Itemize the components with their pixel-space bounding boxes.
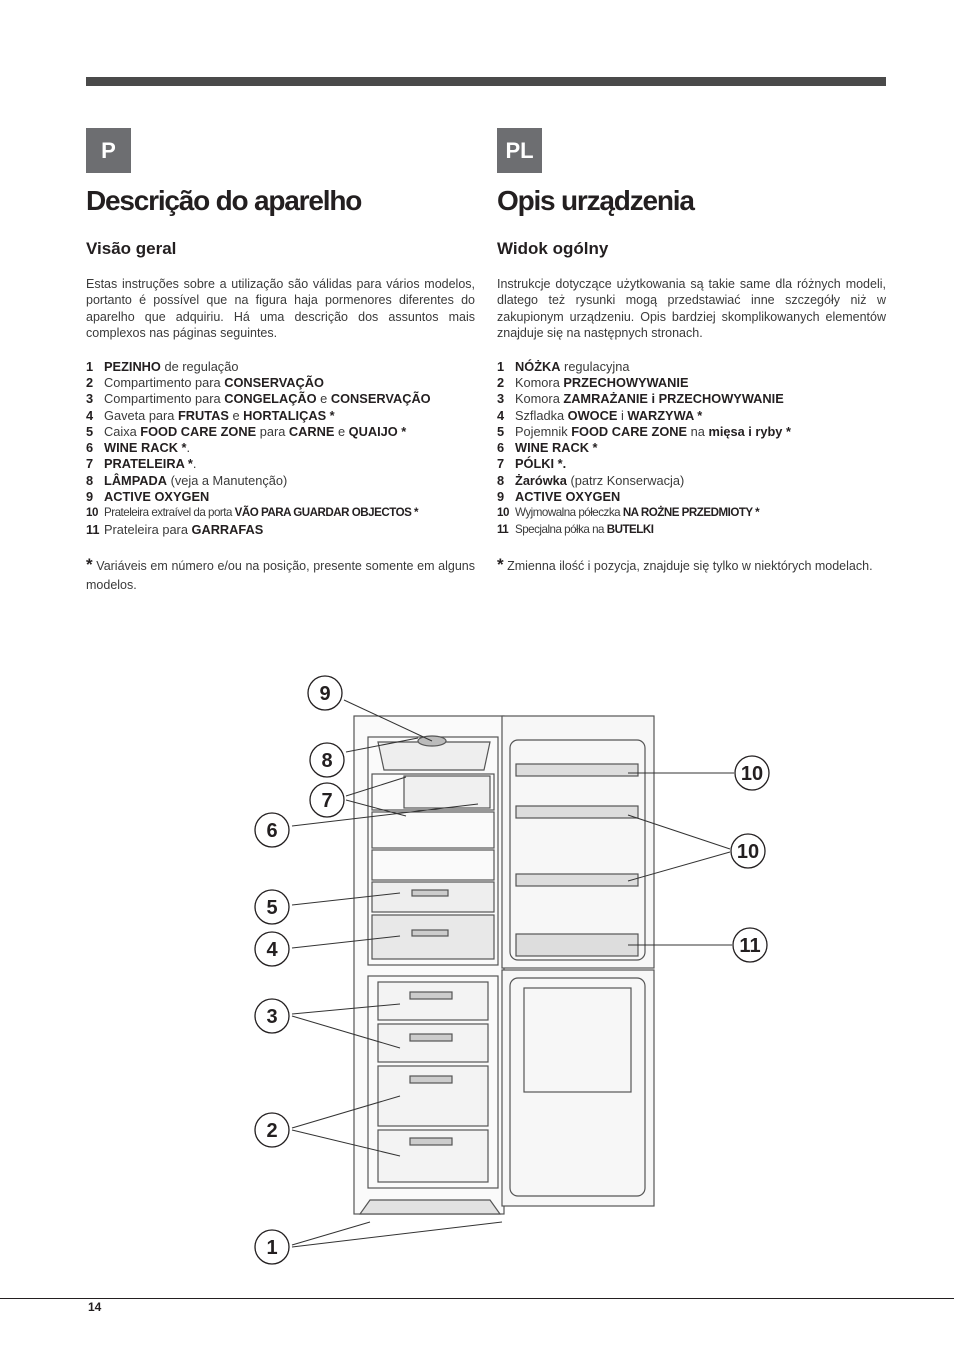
freezer-drawer bbox=[378, 982, 488, 1020]
food-care-zone-box bbox=[372, 882, 494, 912]
item-number: 10 bbox=[497, 506, 509, 520]
drawer-handle bbox=[412, 930, 448, 936]
drawer-handle bbox=[410, 1076, 452, 1083]
callout-label: 11 bbox=[739, 935, 761, 957]
item-text: NA ROŻNE PRZEDMIOTY * bbox=[622, 506, 760, 520]
item-text: e bbox=[316, 391, 331, 407]
leader-line bbox=[292, 1222, 502, 1247]
item-text: Compartimento para bbox=[104, 391, 225, 407]
section-subtitle: Visão geral bbox=[86, 239, 177, 258]
item-text: PRATELEIRA * bbox=[104, 456, 193, 472]
callout-label: 6 bbox=[266, 820, 278, 842]
item-number: 7 bbox=[86, 456, 94, 472]
language-badge: PL bbox=[497, 128, 542, 173]
item-text: FRUTAS bbox=[177, 407, 229, 423]
item-text: e bbox=[334, 423, 349, 439]
item-text: FOOD CARE ZONE bbox=[571, 423, 688, 439]
item-number: 1 bbox=[497, 358, 505, 374]
item-text: de regulação bbox=[160, 358, 239, 374]
item-number: 6 bbox=[497, 440, 505, 456]
item-text: (veja a Manutenção) bbox=[167, 472, 288, 488]
item-number: 4 bbox=[86, 407, 94, 423]
callout-label: 2 bbox=[266, 1120, 278, 1142]
item-text: i bbox=[617, 407, 628, 423]
callout-label: 10 bbox=[740, 763, 764, 785]
intro-paragraph: Estas instruções sobre a utilização são válidas para vários modelos, portanto é possível que na figura haja pormenores diferentes do aparelho que adquiriu. Há uma descrição dos assuntos mais complexos nas páginas seguintes. bbox=[86, 277, 475, 341]
callout-label: 10 bbox=[736, 841, 760, 863]
section-subtitle: Widok ogólny bbox=[497, 239, 609, 258]
item-number: 5 bbox=[497, 423, 505, 439]
item-text: GARRAFAS bbox=[191, 521, 264, 537]
item-number: 11 bbox=[497, 522, 509, 536]
item-text: regulacyjna bbox=[560, 358, 630, 374]
item-number: 10 bbox=[86, 506, 98, 520]
adjustable-foot bbox=[360, 1200, 500, 1214]
callout-label: 7 bbox=[321, 790, 333, 812]
callout-label: 3 bbox=[266, 1006, 278, 1028]
bottle-shelf bbox=[516, 934, 638, 956]
item-number: 8 bbox=[86, 472, 94, 488]
item-text: Caixa bbox=[104, 423, 141, 439]
item-text: HORTALIÇAS * bbox=[243, 407, 335, 423]
item-text: WINE RACK * bbox=[515, 440, 598, 456]
footer-rule bbox=[0, 1298, 954, 1299]
item-text: CONSERVAÇÃO bbox=[224, 374, 324, 390]
item-number: 7 bbox=[497, 456, 505, 472]
door-shelf bbox=[516, 764, 638, 776]
item-number: 3 bbox=[497, 391, 505, 407]
footnote-star: * bbox=[497, 554, 504, 574]
item-text: Prateleira extraível da porta bbox=[104, 506, 235, 520]
footnote-star: * bbox=[86, 554, 93, 574]
wine-rack bbox=[404, 776, 490, 808]
item-text: BUTELKI bbox=[606, 522, 654, 536]
item-text: WARZYWA * bbox=[627, 407, 703, 423]
item-text: Wyjmowalna półeczka bbox=[515, 506, 623, 520]
item-text: CONGELAÇÃO bbox=[224, 391, 317, 407]
item-text: WINE RACK * bbox=[104, 440, 187, 456]
item-number: 2 bbox=[497, 374, 505, 390]
item-text: mięsa i ryby * bbox=[708, 423, 791, 439]
item-number: 5 bbox=[86, 423, 94, 439]
item-text: VÃO PARA GUARDAR OBJECTOS * bbox=[234, 506, 419, 520]
item-number: 9 bbox=[497, 489, 505, 504]
callout-label: 5 bbox=[266, 897, 278, 919]
item-text: ACTIVE OXYGEN bbox=[104, 489, 210, 504]
freezer-drawer bbox=[378, 1066, 488, 1126]
item-text: . bbox=[186, 440, 191, 456]
item-text: Compartimento para bbox=[104, 374, 225, 390]
item-text: OWOCE bbox=[567, 407, 618, 423]
item-number: 3 bbox=[86, 391, 94, 407]
item-text: ZAMRAŻANIE i PRZECHOWYWANIE bbox=[563, 391, 784, 407]
item-text: PEZINHO bbox=[104, 358, 161, 374]
callout-label: 4 bbox=[266, 939, 278, 961]
item-text: (patrz Konserwacja) bbox=[566, 472, 685, 488]
item-number: 4 bbox=[497, 407, 505, 423]
drawer-handle bbox=[410, 1034, 452, 1041]
drawer-handle bbox=[410, 992, 452, 999]
drawer-handle bbox=[412, 890, 448, 896]
item-text: na bbox=[687, 423, 709, 439]
section-title: Descrição do aparelho bbox=[86, 185, 362, 216]
door-shelf bbox=[516, 874, 638, 886]
item-text: Pojemnik bbox=[515, 423, 572, 439]
item-text: ACTIVE OXYGEN bbox=[515, 489, 621, 504]
item-text: PRZECHOWYWANIE bbox=[563, 374, 689, 390]
item-text: Komora bbox=[515, 391, 564, 407]
freezer-drawer bbox=[378, 1024, 488, 1062]
item-text: QUAIJO * bbox=[348, 423, 407, 439]
item-text: CARNE bbox=[288, 423, 335, 439]
item-text: para bbox=[256, 423, 289, 439]
item-text: Szfladka bbox=[515, 407, 568, 423]
intro-paragraph: Instrukcje dotyczące użytkowania są takie same dla różnych modeli, dlatego też rysunki mogą przedstawiać inne szczegóły niż w zakupionym urządzeniu. Opis bardziej skomplikowanych elementów znajduje się na następnych stronach. bbox=[497, 277, 886, 341]
item-text: . bbox=[192, 456, 197, 472]
section-title: Opis urządzenia bbox=[497, 185, 694, 216]
item-number: 9 bbox=[86, 489, 94, 504]
drawer-handle bbox=[410, 1138, 452, 1145]
page-number: 14 bbox=[88, 1300, 102, 1314]
callout-label: 8 bbox=[321, 750, 333, 772]
item-text: e bbox=[228, 407, 244, 423]
item-text: Specjalna półka na bbox=[515, 522, 607, 536]
item-number: 2 bbox=[86, 374, 94, 390]
door-shelf bbox=[516, 806, 638, 818]
fridge-door bbox=[502, 716, 654, 968]
item-text: FOOD CARE ZONE bbox=[140, 423, 257, 439]
item-text: PÓLKI *. bbox=[515, 456, 567, 472]
callout-label: 9 bbox=[319, 683, 331, 705]
footnote-text: Zmienna ilość i pozycja, znajduje się tylko w niektórych modelach. bbox=[503, 558, 873, 573]
item-text: Gaveta para bbox=[104, 407, 178, 423]
item-number: 11 bbox=[86, 521, 100, 537]
callout-label: 1 bbox=[266, 1237, 278, 1259]
language-badge: P bbox=[86, 128, 131, 173]
item-text: LÂMPADA bbox=[104, 472, 168, 488]
item-text: Prateleira para bbox=[104, 521, 192, 537]
item-text: Żarówka bbox=[515, 472, 567, 488]
item-text: Komora bbox=[515, 374, 564, 390]
footnote-text: Variáveis em número e/ou na posição, presente somente em alguns modelos. bbox=[86, 558, 475, 592]
item-text: NÓŻKA bbox=[515, 358, 561, 374]
item-number: 8 bbox=[497, 472, 505, 488]
leader-line bbox=[292, 1222, 370, 1245]
item-number: 1 bbox=[86, 358, 94, 374]
item-number: 6 bbox=[86, 440, 94, 456]
item-text: CONSERVAÇÃO bbox=[330, 391, 431, 407]
